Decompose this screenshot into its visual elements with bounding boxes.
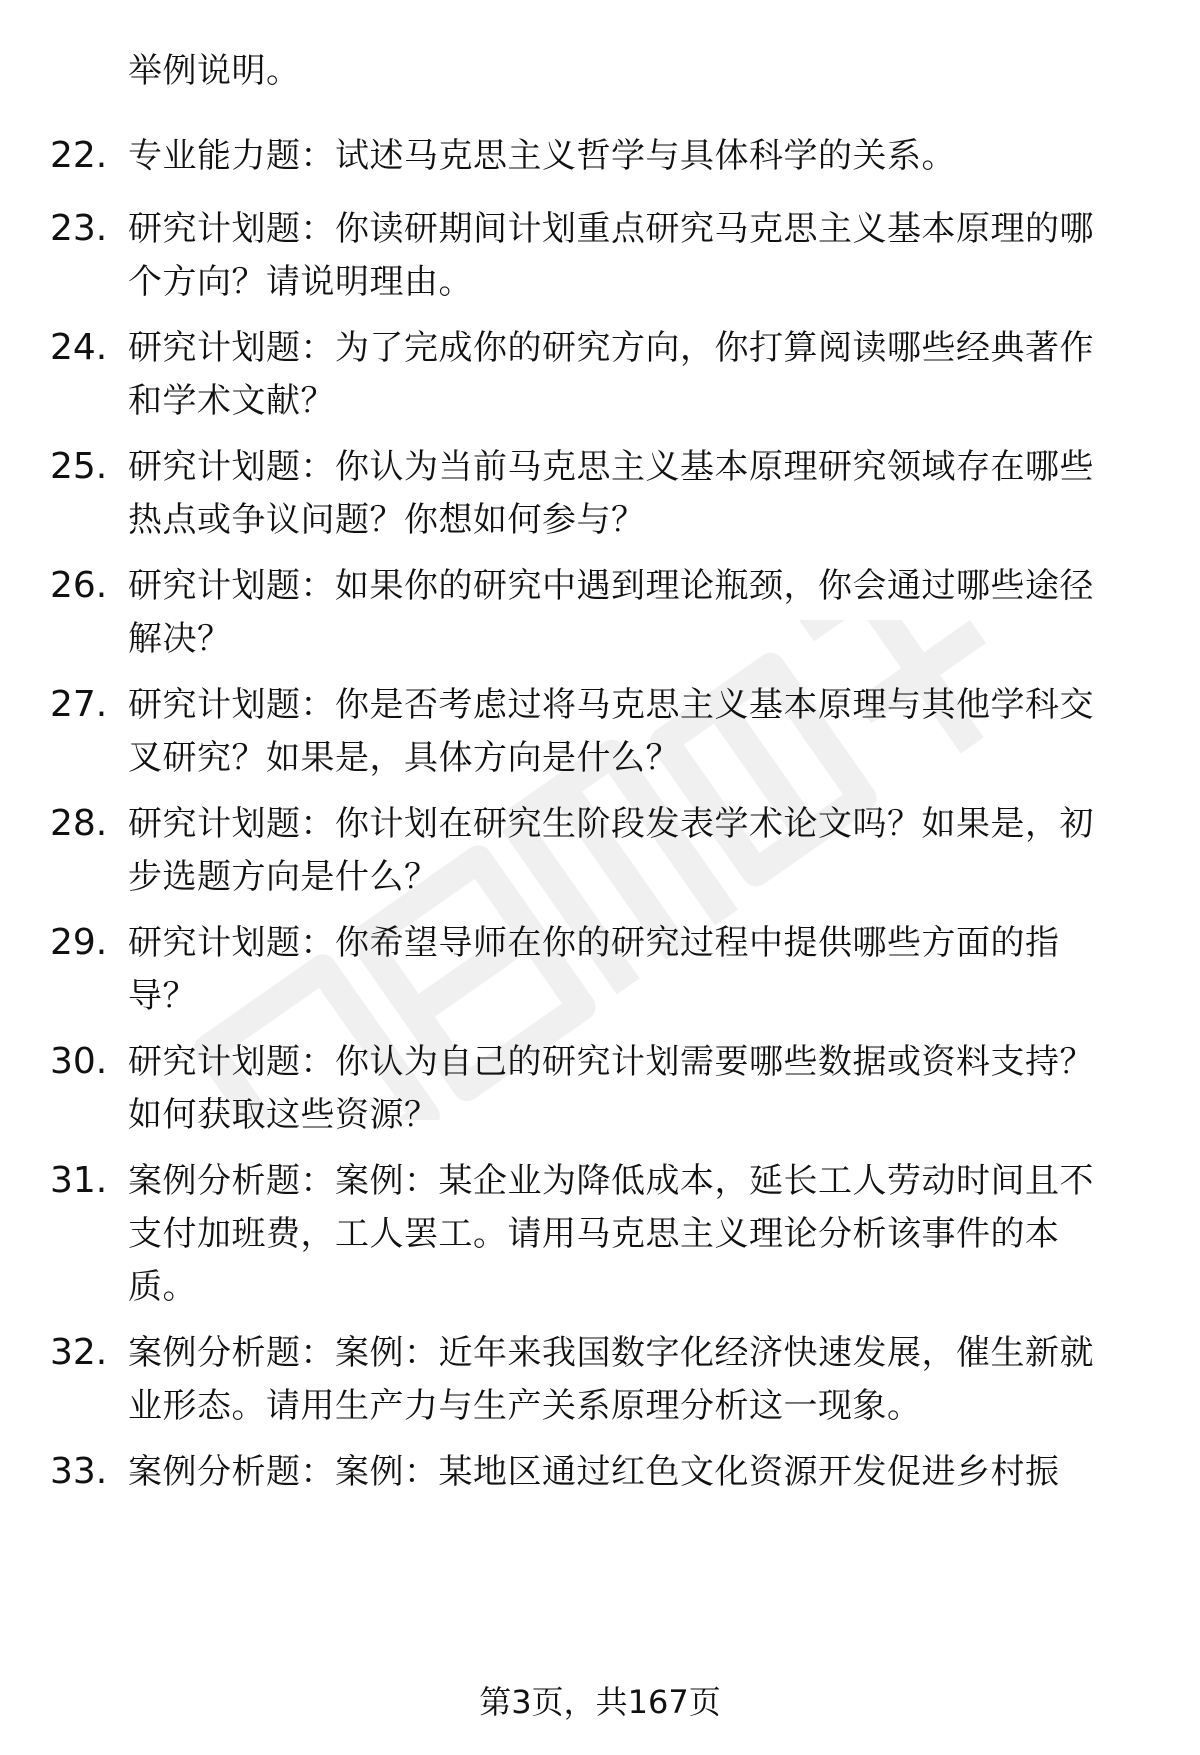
question-number: 32. <box>50 1332 108 1373</box>
question-text-line: 质。 <box>128 1267 197 1307</box>
question-text-line: 案例分析题：案例：近年来我国数字化经济快速发展，催生新就 <box>128 1333 1094 1373</box>
question-text-line: 案例分析题：案例：某企业为降低成本，延长工人劳动时间且不 <box>128 1161 1094 1201</box>
question-text-line: 案例分析题：案例：某地区通过红色文化资源开发促进乡村振 <box>128 1452 1060 1492</box>
question-text-line: 研究计划题：你认为当前马克思主义基本原理研究领域存在哪些 <box>128 447 1094 487</box>
question-number: 23. <box>50 208 108 249</box>
question-text-line: 专业能力题：试述马克思主义哲学与具体科学的关系。 <box>128 136 956 176</box>
question-text-line: 如何获取这些资源？ <box>128 1095 439 1135</box>
question-text-line: 研究计划题：你读研期间计划重点研究马克思主义基本原理的哪 <box>128 209 1094 249</box>
question-text-line: 解决？ <box>128 619 232 659</box>
question-text-line: 步选题方向是什么？ <box>128 857 439 897</box>
question-number: 25. <box>50 446 108 487</box>
question-text-line: 支付加班费，工人罢工。请用马克思主义理论分析该事件的本 <box>128 1214 1060 1254</box>
question-text-line: 个方向？请说明理由。 <box>128 262 473 302</box>
question-text-line: 和学术文献？ <box>128 381 335 421</box>
question-number: 31. <box>50 1160 108 1201</box>
question-text-line: 研究计划题：你是否考虑过将马克思主义基本原理与其他学科交 <box>128 685 1094 725</box>
question-text-line: 热点或争议问题？你想如何参与？ <box>128 500 646 540</box>
question-text-line: 导？ <box>128 976 197 1016</box>
question-text-line: 研究计划题：你希望导师在你的研究过程中提供哪些方面的指 <box>128 923 1060 963</box>
question-number: 22. <box>50 135 108 176</box>
question-text-line: 研究计划题：你认为自己的研究计划需要哪些数据或资料支持？ <box>128 1042 1094 1082</box>
question-text-line: 研究计划题：如果你的研究中遇到理论瓶颈，你会通过哪些途径 <box>128 566 1094 606</box>
question-text-line: 研究计划题：为了完成你的研究方向，你打算阅读哪些经典著作 <box>128 328 1094 368</box>
question-text-line: 业形态。请用生产力与生产关系原理分析这一现象。 <box>128 1386 922 1426</box>
question-number: 30. <box>50 1041 108 1082</box>
question-number: 29. <box>50 922 108 963</box>
question-number: 28. <box>50 803 108 844</box>
continuation-line: 举例说明。 <box>128 51 301 91</box>
question-number: 33. <box>50 1451 108 1492</box>
question-text-line: 研究计划题：你计划在研究生阶段发表学术论文吗？如果是，初 <box>128 804 1094 844</box>
question-number: 27. <box>50 684 108 725</box>
question-number: 24. <box>50 327 108 368</box>
question-number: 26. <box>50 565 108 606</box>
page-footer: 第3页，共167页 <box>479 1683 721 1721</box>
question-text-line: 叉研究？如果是，具体方向是什么？ <box>128 738 680 778</box>
